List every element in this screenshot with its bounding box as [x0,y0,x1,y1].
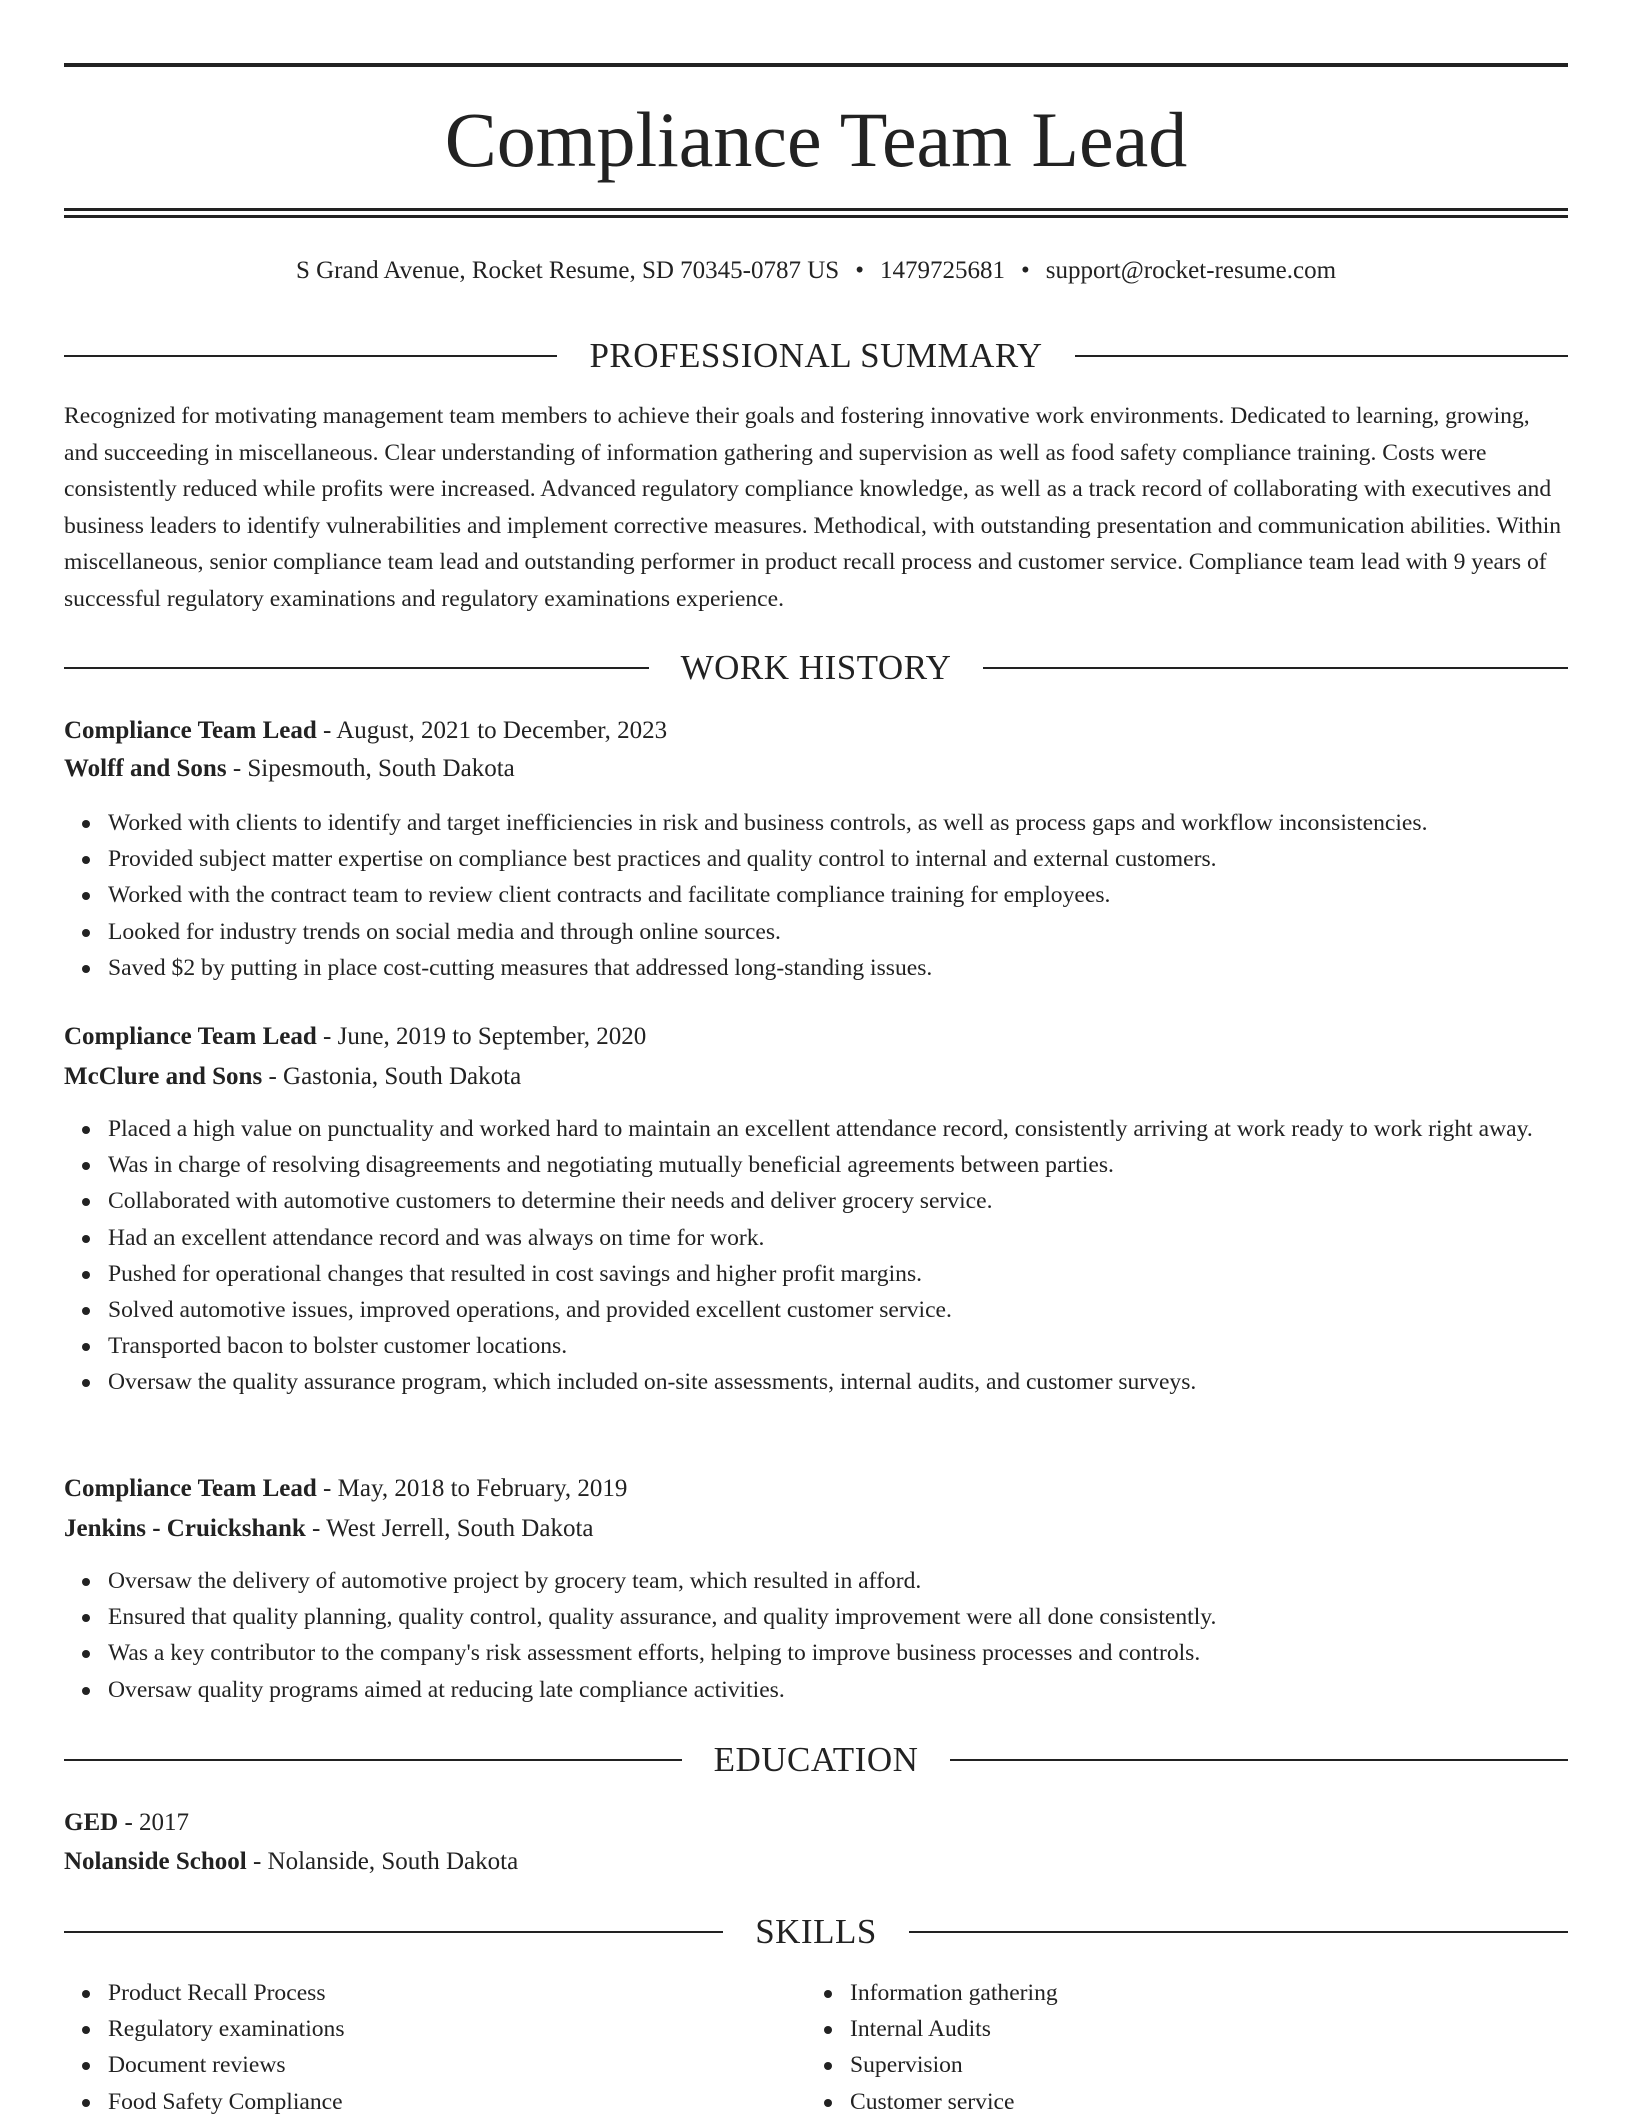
section-title: WORK HISTORY [680,648,952,687]
list-item: Worked with the contract team to review client contracts and facilitate compliance training for employees. [64,877,1568,913]
heading-line [64,1759,682,1761]
job-dates: - August, 2021 to December, 2023 [316,717,668,744]
job-location: - Gastonia, South Dakota [262,1063,522,1090]
list-item: Was in charge of resolving disagreements and negotiating mutually beneficial agreements between parties. [64,1147,1568,1183]
list-item: Saved $2 by putting in place cost-cutting measures that addressed long-standing issues. [64,950,1568,986]
job-company: McClure and Sons [64,1063,263,1090]
heading-line [64,667,649,669]
skill-item: Customer service [806,2084,1632,2120]
section-heading-summary [64,334,1568,378]
contact-phone: 1479725681 [879,257,1005,284]
job-company-line [64,1512,1568,1546]
heading-line [64,1931,723,1933]
job-company: Wolff and Sons [64,755,227,782]
list-item: Was a key contributor to the company's risk assessment efforts, helping to improve business processes and controls. [64,1635,1568,1671]
list-item: Oversaw quality programs aimed at reducing late compliance activities. [64,1672,1568,1708]
skills-list-right [806,1975,1632,2120]
heading-line [64,355,557,357]
job-title-line [64,1020,1568,1054]
contact-separator: • [1020,257,1030,284]
header-rule-1 [64,208,1568,211]
contact-separator: • [855,257,864,284]
skill-item: Product Recall Process [64,1975,1568,2011]
section-heading-skills [64,1910,1568,1954]
list-item: Looked for industry trends on social media and through online sources. [64,914,1568,950]
job-title-line [64,714,1568,748]
job-dates: - June, 2019 to September, 2020 [316,1023,647,1050]
skill-item: Information gathering [806,1975,1632,2011]
list-item: Provided subject matter expertise on compliance best practices and quality control to internal and external customers. [64,841,1568,877]
section-title: EDUCATION [713,1740,919,1779]
list-item: Worked with clients to identify and target inefficiencies in risk and business controls, as well as process gaps and workflow inconsistencies. [64,805,1568,841]
resume-name: Compliance Team Lead [444,96,1188,183]
header-rule-2 [64,215,1568,218]
heading-line [909,1931,1568,1933]
heading-line [950,1759,1568,1761]
contact-address: S Grand Avenue, Rocket Resume, SD 70345-0787 US [295,257,840,284]
job-location: - West Jerrell, South Dakota [305,1515,594,1542]
heading-line [1075,355,1568,357]
job-location: - Sipesmouth, South Dakota [226,755,515,782]
list-item: Had an excellent attendance record and was always on time for work. [64,1220,1568,1256]
list-item: Pushed for operational changes that resulted in cost savings and higher profit margins. [64,1256,1568,1292]
list-item: Oversaw the delivery of automotive project by grocery team, which resulted in afford. [64,1563,1568,1599]
education-degree: GED [64,1809,119,1836]
education-degree-line [64,1806,1568,1840]
list-item: Oversaw the quality assurance program, which included on-site assessments, internal audits, and customer surveys. [64,1364,1568,1400]
skill-item: Internal Audits [806,2011,1632,2047]
job-company-line [64,752,1568,786]
list-item: Solved automotive issues, improved operations, and provided excellent customer service. [64,1292,1568,1328]
section-heading-education [64,1738,1568,1782]
job-role: Compliance Team Lead [64,717,317,744]
skill-item: Regulatory examinations [64,2011,1568,2047]
heading-line [983,667,1568,669]
list-item: Placed a high value on punctuality and worked hard to maintain an excellent attendance record, consistently arriving at work ready to work right away. [64,1111,1568,1147]
header-top-rule [64,63,1568,67]
education-school-line [64,1845,1568,1879]
education-location: - Nolanside, South Dakota [246,1848,519,1875]
summary-text: Recognized for motivating management team members to achieve their goals and fostering innovative work environments. Dedicated to learning, growing, and succeeding in miscellaneous. Clear understanding of information gathering and supervision as well as food safety compliance training. Costs were consistently reduced while profits were increased. Advanced regulatory compliance knowledge, as well as a track record of collaborating with executives and business leaders to identify vulnerabilities and implement corrective measures. Methodical, with outstanding presentation and communication abilities. Within miscellaneous, senior compliance team lead and outstanding performer in product recall process and customer service. Compliance team lead with 9 years of successful regulatory examinations and regulatory examinations experience. [64,403,1562,612]
list-item: Ensured that quality planning, quality control, quality assurance, and quality improvement were all done consistently. [64,1599,1568,1635]
job-bullets [64,805,1568,986]
contact-line [64,254,1568,288]
skill-item: Supervision [806,2047,1632,2083]
list-item: Collaborated with automotive customers to determine their needs and deliver grocery service. [64,1183,1568,1219]
job-bullets [64,1563,1568,1708]
job-role: Compliance Team Lead [64,1475,317,1502]
education-school: Nolanside School [64,1848,247,1875]
contact-email: support@rocket-resume.com [1045,257,1337,284]
job-company: Jenkins - Cruickshank [64,1515,306,1542]
job-role: Compliance Team Lead [64,1023,317,1050]
job-bullets [64,1111,1568,1401]
skill-item: Document reviews [64,2047,1568,2083]
education-year: - 2017 [118,1809,190,1836]
section-heading-work-history [64,646,1568,690]
skill-item: Food Safety Compliance [64,2084,1568,2120]
job-title-line [64,1472,1568,1506]
section-title: SKILLS [755,1912,877,1951]
job-company-line [64,1060,1568,1094]
job-dates: - May, 2018 to February, 2019 [316,1475,628,1502]
section-title: PROFESSIONAL SUMMARY [589,336,1043,375]
list-item: Transported bacon to bolster customer locations. [64,1328,1568,1364]
